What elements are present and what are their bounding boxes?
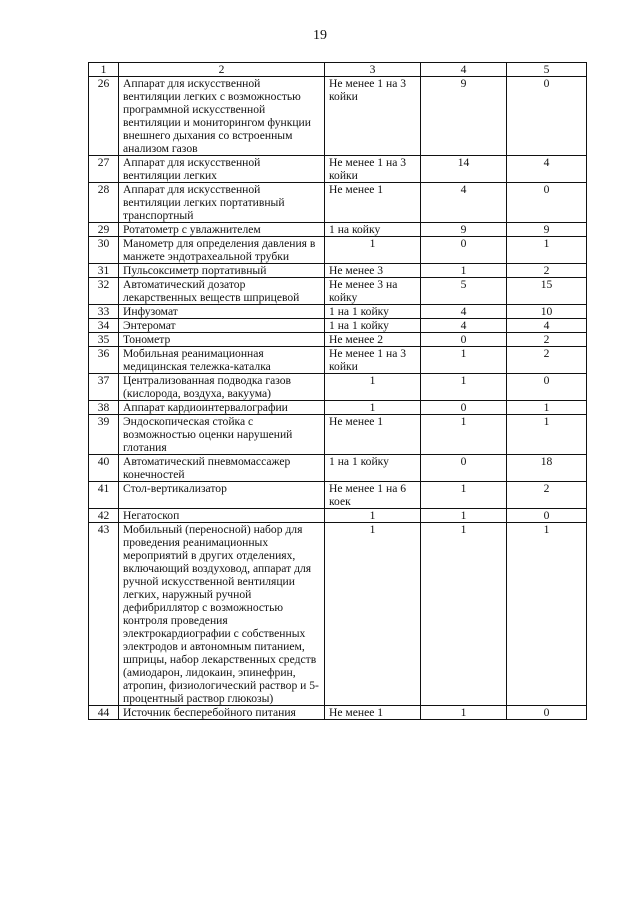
- column-5-value: 4: [507, 156, 587, 183]
- table-row: [89, 319, 587, 333]
- header-cell: 1: [89, 63, 119, 77]
- column-5-value: 1: [507, 415, 587, 455]
- row-number: 33: [89, 305, 119, 319]
- equipment-name: Ротатометр с увлажнителем: [119, 223, 325, 237]
- equipment-name: Негатоскоп: [119, 509, 325, 523]
- header-cell: 3: [325, 63, 421, 77]
- column-4-value: 1: [421, 415, 507, 455]
- required-quantity: Не менее 1: [325, 706, 421, 720]
- column-4-value: 0: [421, 401, 507, 415]
- row-number: 37: [89, 374, 119, 401]
- required-quantity: Не менее 1 на 3 койки: [325, 156, 421, 183]
- column-5-value: 0: [507, 374, 587, 401]
- column-4-value: 1: [421, 523, 507, 706]
- column-5-value: 4: [507, 319, 587, 333]
- equipment-name: Мобильная реанимационная медицинская тележка-каталка: [119, 347, 325, 374]
- required-quantity: Не менее 3 на койку: [325, 278, 421, 305]
- column-4-value: 4: [421, 183, 507, 223]
- column-4-value: 1: [421, 706, 507, 720]
- row-number: 43: [89, 523, 119, 706]
- column-4-value: 9: [421, 77, 507, 156]
- required-quantity: Не менее 1 на 3 койки: [325, 77, 421, 156]
- equipment-name: Манометр для определения давления в манжете эндотрахеальной трубки: [119, 237, 325, 264]
- column-4-value: 4: [421, 319, 507, 333]
- column-5-value: 2: [507, 264, 587, 278]
- column-4-value: 1: [421, 264, 507, 278]
- table-row: [89, 237, 587, 264]
- column-5-value: 1: [507, 523, 587, 706]
- equipment-name: Мобильный (переносной) набор для проведения реанимационных мероприятий в других отделениях, включающий воздуховод, аппарат для ручной искусственной вентиляции легких, наружный ручной дефибриллятор с возможностью контроля проведения электрокардиографии с собственных электродов и автономным питанием, шприцы, набор лекарственных средств (амиодарон, лидокаин, эпинефрин, атропин, физиологический раствор и 5-процентный раствор глюкозы): [119, 523, 325, 706]
- table-row: [89, 509, 587, 523]
- column-5-value: 0: [507, 706, 587, 720]
- column-5-value: 1: [507, 401, 587, 415]
- row-number: 40: [89, 455, 119, 482]
- table-row: [89, 77, 587, 156]
- table-row: [89, 278, 587, 305]
- row-number: 26: [89, 77, 119, 156]
- column-4-value: 1: [421, 482, 507, 509]
- column-4-value: 14: [421, 156, 507, 183]
- required-quantity: Не менее 1: [325, 183, 421, 223]
- page-number: 19: [313, 28, 327, 43]
- column-5-value: 9: [507, 223, 587, 237]
- column-5-value: 10: [507, 305, 587, 319]
- table-row: [89, 523, 587, 706]
- column-4-value: 4: [421, 305, 507, 319]
- equipment-table: [88, 62, 587, 720]
- required-quantity: 1 на койку: [325, 223, 421, 237]
- equipment-name: Пульсоксиметр портативный: [119, 264, 325, 278]
- equipment-name: Аппарат кардиоинтервалографии: [119, 401, 325, 415]
- table-row: [89, 347, 587, 374]
- row-number: 38: [89, 401, 119, 415]
- equipment-name: Эндоскопическая стойка с возможностью оценки нарушений глотания: [119, 415, 325, 455]
- equipment-name: Энтеромат: [119, 319, 325, 333]
- equipment-name: Централизованная подводка газов (кислорода, воздуха, вакуума): [119, 374, 325, 401]
- column-4-value: 9: [421, 223, 507, 237]
- row-number: 41: [89, 482, 119, 509]
- column-5-value: 2: [507, 333, 587, 347]
- column-4-value: 0: [421, 333, 507, 347]
- required-quantity: Не менее 3: [325, 264, 421, 278]
- table-row: [89, 415, 587, 455]
- required-quantity: Не менее 1: [325, 415, 421, 455]
- column-4-value: 5: [421, 278, 507, 305]
- required-quantity: Не менее 2: [325, 333, 421, 347]
- row-number: 42: [89, 509, 119, 523]
- column-5-value: 2: [507, 482, 587, 509]
- required-quantity: 1: [325, 374, 421, 401]
- column-4-value: 1: [421, 347, 507, 374]
- equipment-name: Аппарат для искусственной вентиляции легких портативный транспортный: [119, 183, 325, 223]
- required-quantity: 1 на 1 койку: [325, 455, 421, 482]
- row-number: 28: [89, 183, 119, 223]
- column-5-value: 2: [507, 347, 587, 374]
- column-5-value: 18: [507, 455, 587, 482]
- table-row: [89, 156, 587, 183]
- equipment-name: Тонометр: [119, 333, 325, 347]
- row-number: 32: [89, 278, 119, 305]
- table-body: [89, 77, 587, 720]
- row-number: 39: [89, 415, 119, 455]
- column-5-value: 15: [507, 278, 587, 305]
- table-row: [89, 482, 587, 509]
- header-cell: 2: [119, 63, 325, 77]
- table-row: [89, 305, 587, 319]
- required-quantity: 1: [325, 509, 421, 523]
- table-row: [89, 374, 587, 401]
- table-row: [89, 264, 587, 278]
- required-quantity: 1: [325, 523, 421, 706]
- row-number: 36: [89, 347, 119, 374]
- column-5-value: 0: [507, 509, 587, 523]
- equipment-name: Аппарат для искусственной вентиляции легких: [119, 156, 325, 183]
- row-number: 27: [89, 156, 119, 183]
- table-row: [89, 223, 587, 237]
- required-quantity: 1 на 1 койку: [325, 319, 421, 333]
- column-5-value: 0: [507, 183, 587, 223]
- row-number: 30: [89, 237, 119, 264]
- column-4-value: 0: [421, 237, 507, 264]
- header-row: [89, 63, 587, 77]
- column-4-value: 0: [421, 455, 507, 482]
- required-quantity: 1: [325, 401, 421, 415]
- row-number: 35: [89, 333, 119, 347]
- equipment-name: Источник бесперебойного питания: [119, 706, 325, 720]
- table-row: [89, 401, 587, 415]
- header-cell: 4: [421, 63, 507, 77]
- row-number: 34: [89, 319, 119, 333]
- equipment-name: Стол-вертикализатор: [119, 482, 325, 509]
- table-row: [89, 706, 587, 720]
- required-quantity: 1: [325, 237, 421, 264]
- row-number: 31: [89, 264, 119, 278]
- equipment-name: Инфузомат: [119, 305, 325, 319]
- header-cell: 5: [507, 63, 587, 77]
- required-quantity: 1 на 1 койку: [325, 305, 421, 319]
- row-number: 44: [89, 706, 119, 720]
- required-quantity: Не менее 1 на 3 койки: [325, 347, 421, 374]
- table-row: [89, 183, 587, 223]
- column-4-value: 1: [421, 509, 507, 523]
- table-row: [89, 333, 587, 347]
- column-4-value: 1: [421, 374, 507, 401]
- table-row: [89, 455, 587, 482]
- equipment-name: Аппарат для искусственной вентиляции легких с возможностью программной искусственной вентиляции и мониторингом функции внешнего дыхания со встроенным анализом газов: [119, 77, 325, 156]
- required-quantity: Не менее 1 на 6 коек: [325, 482, 421, 509]
- column-5-value: 0: [507, 77, 587, 156]
- equipment-name: Автоматический дозатор лекарственных веществ шприцевой: [119, 278, 325, 305]
- equipment-name: Автоматический пневмомассажер конечностей: [119, 455, 325, 482]
- column-5-value: 1: [507, 237, 587, 264]
- row-number: 29: [89, 223, 119, 237]
